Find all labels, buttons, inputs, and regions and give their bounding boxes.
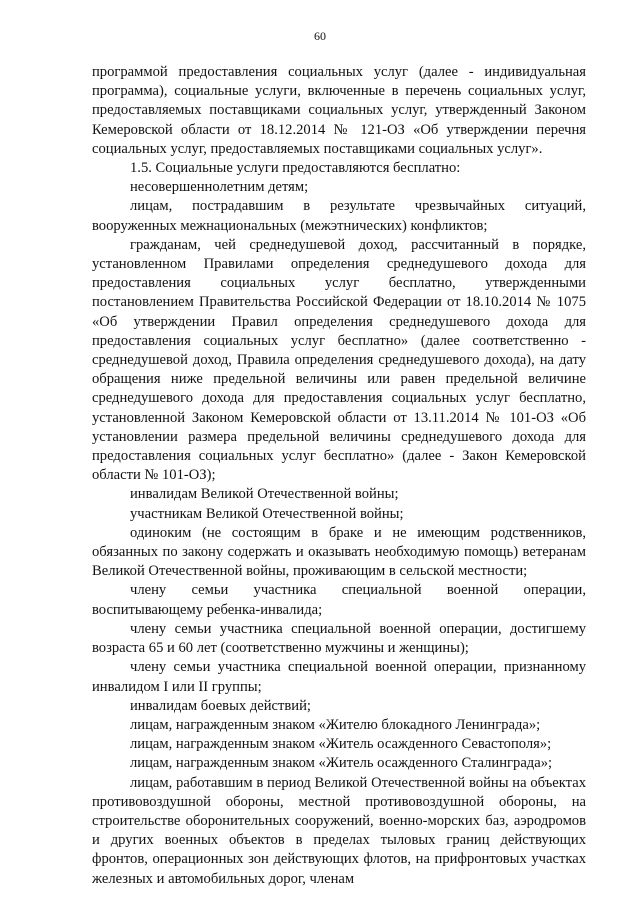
paragraph-svo-family-disability: члену семьи участника специальной военной операции, признанному инвалидом I или II группы; (92, 659, 586, 695)
paragraph-individual-program: программой предоставления социальных услуг (далее - индивидуальная программа), социальные услуги, включенные в перечень социальных услуг, предоставляемых поставщиками социальных услуг, утвержденный Законом Кемеровской области от 18.12.2014 № 121-ОЗ «Об утверждении перечня социальных услуг, предоставляемых поставщиками социальных услуг». (92, 64, 586, 157)
paragraph-emergency-victims: лицам, пострадавшим в результате чрезвычайных ситуаций, вооруженных межнациональных (межэтнических) конфликтов; (92, 198, 586, 234)
paragraph-war-invalids: инвалидам Великой Отечественной войны; (130, 486, 399, 503)
paragraph-sevastopol-badge: лицам, награжденным знаком «Житель осажденного Севастополя»; (130, 736, 552, 753)
document-body (92, 63, 586, 889)
paragraph-svo-family-disabled-child: члену семьи участника специальной военной операции, воспитывающему ребенка-инвалида; (92, 582, 586, 618)
paragraph-home-front-workers: лицам, работавшим в период Великой Отечественной войны на объектах противовоздушной обороны, местной противовоздушной обороны, на строительстве оборонительных сооружений, военно-морских баз, аэродромов и других военных объектов в пределах тыловых границ действующих фронтов, операционных зон действующих флотов, на прифронтовых участках железных и автомобильных дорог, членам (92, 774, 586, 887)
paragraph-lonely-veterans: одиноким (не состоящим в браке и не имеющим родственников, обязанных по закону содержать и оказывать необходимую помощь) ветеранам Великой Отечественной войны, проживающим в сельской местности; (92, 524, 586, 580)
paragraph-minors: несовершеннолетним детям; (130, 179, 309, 196)
paragraph-combat-invalids: инвалидам боевых действий; (130, 697, 311, 714)
paragraph-svo-family-age: члену семьи участника специальной военной операции, достигшему возраста 65 и 60 лет (соответственно мужчины и женщины); (92, 620, 586, 657)
paragraph-leningrad-badge: лицам, награжденным знаком «Жителю блокадного Ленинграда»; (130, 716, 541, 733)
page-number: 60 (314, 29, 326, 43)
paragraph-war-participants: участникам Великой Отечественной войны; (130, 505, 404, 522)
paragraph-stalingrad-badge: лицам, награжденным знаком «Житель осажденного Сталинграда»; (130, 755, 553, 772)
paragraph-free-services-heading: 1.5. Социальные услуги предоставляются бесплатно: (130, 160, 461, 177)
paragraph-low-income: гражданам, чей среднедушевой доход, рассчитанный в порядке, установленном Правилами определения среднедушевого дохода для предоставления социальных услуг бесплатно, утвержденными постановлением Правительства Российской Федерации от 18.10.2014 № 1075 «Об утверждении Правил определения среднедушевого дохода для предоставления социальных услуг бесплатно» (далее соответственно - среднедушевой доход, Правила определения среднедушевого дохода), на дату обращения ниже предельной величины или равен предельной величине среднедушевого дохода для предоставления социальных услуг бесплатно, установленной Законом Кемеровской области от 13.11.2014 № 101-ОЗ «Об установлении размера предельной величины среднедушевого дохода для предоставления социальных услуг бесплатно» (далее - Закон Кемеровской области № 101-ОЗ); (92, 236, 586, 484)
